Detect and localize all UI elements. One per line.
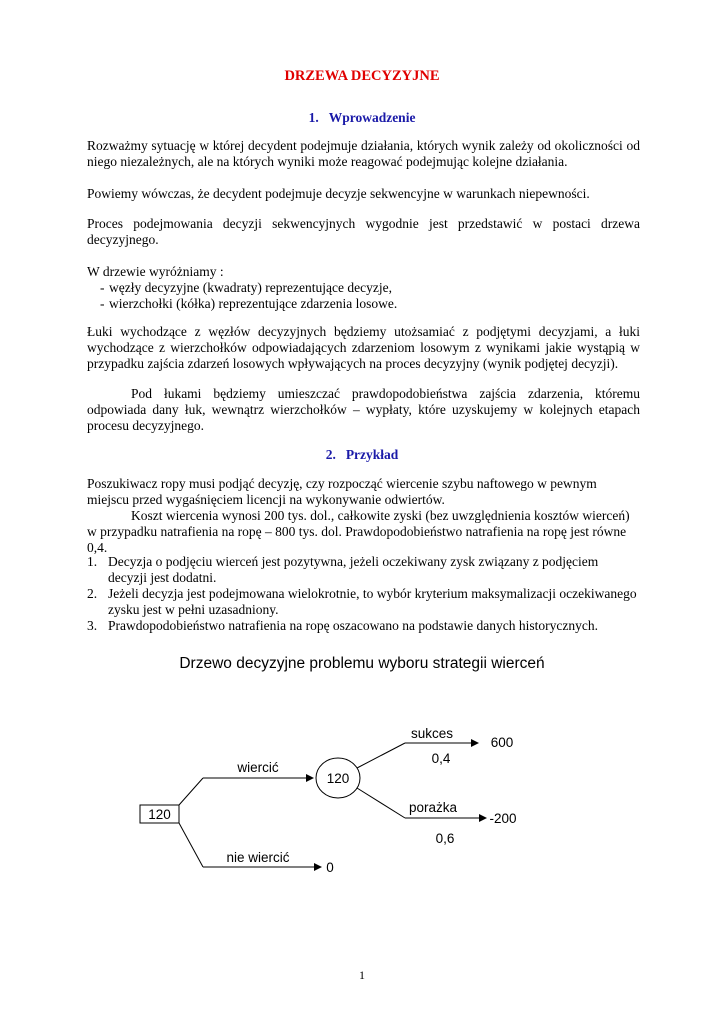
diagram-title: Drzewo decyzyjne problemu wyboru strategii wierceń xyxy=(179,655,545,672)
success-label: sukces xyxy=(410,726,454,741)
success-branch-connector xyxy=(357,743,405,768)
section-number: 1. xyxy=(308,110,319,125)
section-title: Wprowadzenie xyxy=(328,110,416,125)
drill-branch-connector xyxy=(179,778,203,805)
list-item-text: Jeżeli decyzja jest podejmowana wielokrotnie, to wybór kryterium maksymalizacji oczekiwanego zysku jest w pełni uzasadniony. xyxy=(108,586,637,617)
failure-payoff: -200 xyxy=(489,811,517,826)
paragraph: Proces podejmowania decyzji sekwencyjnych wygodnie jest przedstawić w postaci drzewa decyzyjnego. xyxy=(87,216,640,247)
section-number: 2. xyxy=(325,447,336,462)
list-number: 2. xyxy=(87,586,98,601)
list-item-text: wierzchołki (kółka) reprezentujące zdarzenia losowe. xyxy=(109,296,398,311)
paragraph: Rozważmy sytuację w której decydent podejmuje działania, których wynik zależy od okoliczności od niego niezależnych, ale na których wyniki może reagować podejmując kolejne działania. xyxy=(87,138,640,169)
list-item xyxy=(87,618,640,634)
page-title: DRZEWA DECYZYJNE xyxy=(284,68,440,84)
paragraph: Pod łukami będziemy umieszczać prawdopodobieństwa zajścia zdarzenia, któremu odpowiada dany łuk, wewnątrz wierzchołków – wypłaty, które uzyskujemy w kolejnych etapach procesu decyzyjnego. xyxy=(87,386,640,433)
assumptions-list xyxy=(87,554,640,634)
paragraph: Łuki wychodzące z węzłów decyzyjnych będziemy utożsamiać z podjętymi decyzjami, a łuki wychodzące z wierzchołków odpowiadających zdarzeniom losowym z wynikami jakie wystąpią w przypadku zajścia zdarzeń losowych wpływających na proces decyzyjny (wynik podjętej decyzji). xyxy=(87,324,640,371)
page-number: 1 xyxy=(359,968,365,982)
no-drill-label: nie wiercić xyxy=(226,850,290,865)
decision-node-value: 120 xyxy=(148,807,171,822)
section-heading-introduction xyxy=(0,110,724,126)
paragraph: Powiemy wówczas, że decydent podejmuje decyzje sekwencyjne w warunkach niepewności. xyxy=(87,186,590,201)
chance-node-value: 120 xyxy=(326,771,350,786)
success-payoff: 600 xyxy=(490,735,514,750)
drill-label: wiercić xyxy=(237,760,279,775)
failure-probability: 0,6 xyxy=(435,831,455,846)
list-item xyxy=(87,296,640,312)
tree-elements-list xyxy=(87,280,640,312)
list-item xyxy=(87,586,640,618)
list-number: 1. xyxy=(87,554,98,569)
section-title: Przykład xyxy=(345,447,399,462)
list-number: 3. xyxy=(87,618,98,633)
paragraph: W drzewie wyróżniamy : xyxy=(87,264,224,279)
failure-branch-connector xyxy=(357,788,405,818)
success-probability: 0,4 xyxy=(431,751,451,766)
list-item xyxy=(87,554,640,586)
list-item-text: węzły decyzyjne (kwadraty) reprezentujące decyzje, xyxy=(109,280,392,295)
list-dash: - xyxy=(100,280,105,295)
no-drill-branch-connector xyxy=(179,823,203,867)
failure-label: porażka xyxy=(408,800,458,815)
no-drill-payoff: 0 xyxy=(326,860,334,875)
decision-tree-diagram xyxy=(0,700,724,900)
paragraph: Koszt wiercenia wynosi 200 tys. dol., całkowite zyski (bez uwzględnienia kosztów wierceń) w przypadku natrafienia na ropę – 800 tys. dol. Prawdopodobieństwo natrafienia na ropę jest równe 0,4. xyxy=(87,508,630,555)
list-dash: - xyxy=(100,296,105,311)
section-heading-example xyxy=(0,447,724,463)
list-item-text: Decyzja o podjęciu wierceń jest pozytywna, jeżeli oczekiwany zysk związany z podjęciem decyzji jest dodatni. xyxy=(108,554,599,585)
list-item xyxy=(87,280,640,296)
list-item-text: Prawdopodobieństwo natrafienia na ropę oszacowano na podstawie danych historycznych. xyxy=(108,618,598,633)
paragraph: Poszukiwacz ropy musi podjąć decyzję, czy rozpocząć wiercenie szybu naftowego w pewnym miejscu przed wygaśnięciem licencji na wykonywanie odwiertów. xyxy=(87,476,597,507)
